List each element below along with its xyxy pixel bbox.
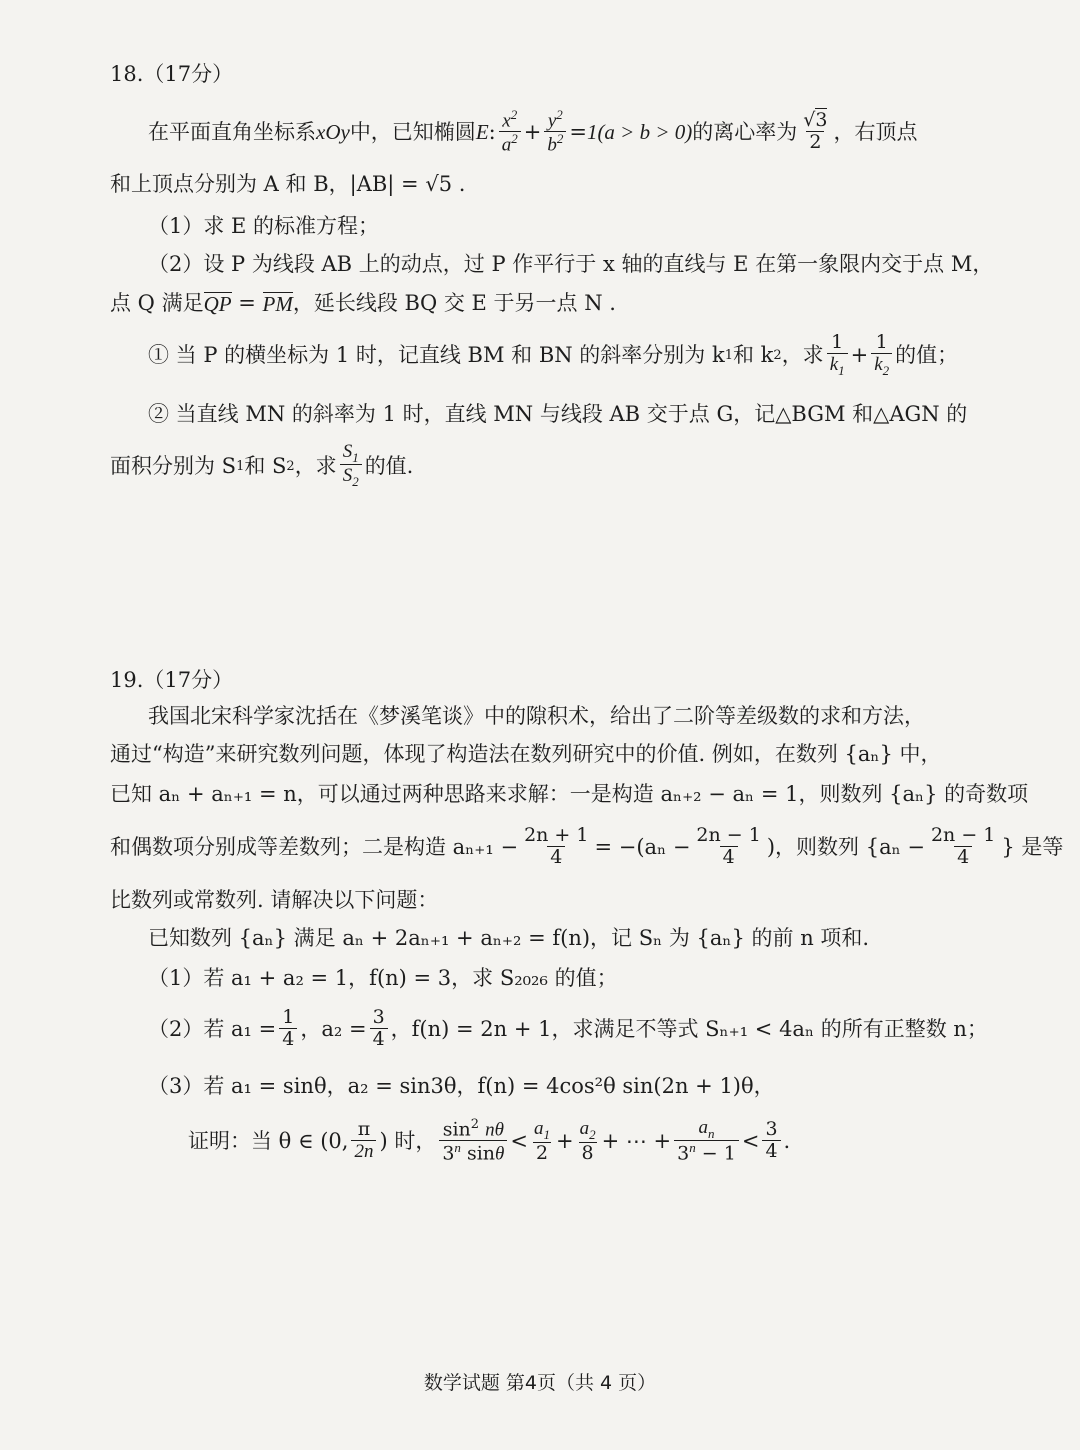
q19-part1: （1）若 a₁ + a₂ = 1，f(n) = 3，求 S₂₀₂₆ 的值；	[148, 966, 618, 990]
q18-case2-line2: 面积分别为 S 1 和 S 2 ，求 $\frac{S_1}{S_2}$ 的值.	[110, 441, 414, 490]
q19-line2: 通过“构造”来研究数列问题，体现了构造法在数列研究中的价值. 例如，在数列 {aₙ} 中，	[110, 742, 942, 766]
q19-line5: 比数列或常数列. 请解决以下问题：	[110, 888, 439, 912]
q19-line4: 和偶数项分别成等差数列；二是构造 aₙ₊₁ − $\frac{2n + 1}{4}$ = −(aₙ − $\frac{2n - 1}{4}$ )，则数列 {aₙ − $\frac{2n - 1}{4}$ } 是等	[110, 824, 1064, 868]
q19-line3: 已知 aₙ + aₙ₊₁ = n，可以通过两种思路来求解：一是构造 aₙ₊₂ − aₙ = 1，则数列 {aₙ} 的奇数项	[110, 782, 1029, 806]
q19-part2: （2）若 a₁ = $\frac{1}{4}$ ，a₂ = $\frac{3}{4}$ ，f(n) = 2n + 1，求满足不等式 Sₙ₊₁ < 4aₙ 的所有正整数 n；	[148, 1006, 988, 1050]
q19-part3: （3）若 a₁ = sinθ，a₂ = sin3θ，f(n) = 4cos²θ sin(2n + 1)θ，	[148, 1074, 775, 1098]
q18-part1: （1）求 E 的标准方程；	[148, 214, 380, 238]
q18-case2: ② 当直线 MN 的斜率为 1 时，直线 MN 与线段 AB 交于点 G，记△BGM 和△AGN 的	[148, 402, 968, 426]
q18-case1: ① 当 P 的横坐标为 1 时，记直线 BM 和 BN 的斜率分别为 k 1 和 k 2 ，求 $\frac{1}{k_1}$ + $\frac{1}{k_2}$ 的值；	[148, 331, 959, 378]
q19-header: 19.（17分）	[110, 668, 234, 692]
q19-part3-proof: 证明：当 θ ∈ (0, $\frac{\pi}{2n}$ ) 时， $\frac{\sin^2 n\theta}{3^n \sin\theta}$ < $\frac{a_1}{2}$ + $\frac{a_2}{8}$ + ⋯ + $\frac{a_n}{3^n - 1}$ < $\frac{3}{4}$ .	[188, 1117, 791, 1165]
q18-line2: 和上顶点分别为 A 和 B，|AB| = √5 .	[110, 172, 466, 196]
q18-part2-line2: 点 Q 满足 QP = PM ，延长线段 BQ 交 E 于另一点 N .	[110, 291, 616, 316]
q19-line1: 我国北宋科学家沈括在《梦溪笔谈》中的隙积术，给出了二阶等差级数的求和方法，	[148, 704, 925, 728]
q18-part2: （2）设 P 为线段 AB 上的动点，过 P 作平行于 x 轴的直线与 E 在第一象限内交于点 M，	[148, 252, 994, 276]
page-footer: 数学试题 第4页（共 4 页）	[423, 1372, 657, 1394]
q18-line1: 在平面直角坐标系 xOy 中，已知椭圆 E : $\frac{x^2}{a^2}$ + $\frac{y^2}{b^2}$ = 1(a > b > 0) 的离心率为 $\frac{√3}{2}$ ，右顶点	[148, 107, 918, 156]
q19-line6: 已知数列 {aₙ} 满足 aₙ + 2aₙ₊₁ + aₙ₊₂ = f(n)，记 Sₙ 为 {aₙ} 的前 n 项和.	[148, 926, 870, 950]
q18-header: 18.（17分）	[110, 62, 234, 86]
